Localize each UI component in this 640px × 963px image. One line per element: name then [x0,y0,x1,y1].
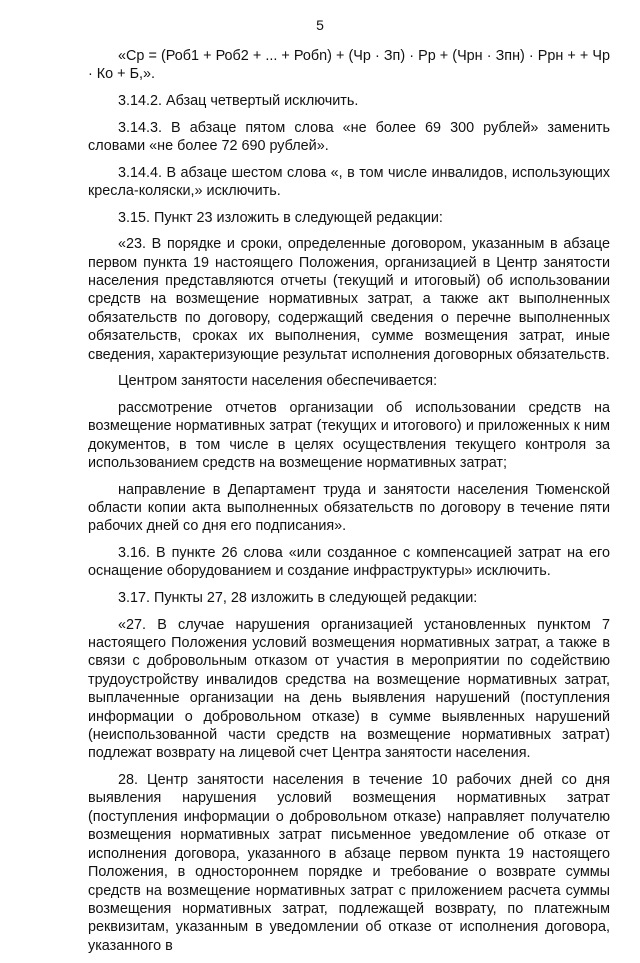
page-number: 5 [316,17,324,33]
paragraph-3-15: 3.15. Пункт 23 изложить в следующей редакции: [118,209,443,226]
document-body [88,47,610,963]
paragraph-reports-review: рассмотрение отчетов организации об использовании средств на возмещение нормативных затрат (текущих и итогового) и приложенных к ним документов, в том числе в целях осуществления текущего контроля за использованием средств на возмещение нормативных затрат; [88,399,610,472]
paragraph-3-17: 3.17. Пункты 27, 28 изложить в следующей редакции: [118,590,478,607]
paragraph-center-provides: Центром занятости населения обеспечивается: [118,373,438,390]
paragraph-point-27: «27. В случае нарушения организацией установленных пунктом 7 настоящего Положения условий возмещения нормативных затрат, а также в связи с добровольным отказом от участия в мероприятии по содействию трудоустройству инвалидов средства на возмещение нормативных затрат, выплаченные организации на день выявления нарушений (поступления информации о добровольном отказе) в сумме выявленных нарушений (неиспользованной части средств на возмещение нормативных затрат) подлежат возврату на лицевой счет Центра занятости населения. [88,616,610,762]
formula-paragraph: «Ср = (Роб1 + Роб2 + ... + Робn) + (Чр · Зп) · Рр + (Чрн · Зпн) · Ррн + + Чр · Ко + Б,». [88,48,610,83]
paragraph-3-16: 3.16. В пункте 26 слова «или созданное с компенсацией затрат на его оснащение оборудованием и создание инфраструктуры» исключить. [88,545,610,580]
paragraph-3-14-4: 3.14.4. В абзаце шестом слова «, в том числе инвалидов, использующих кресла-коляски,» исключить. [88,164,610,199]
paragraph-act-direction: направление в Департамент труда и занятости населения Тюменской области копии акта выполненных обязательств по договору в течение пяти рабочих дней со дня его подписания». [88,481,610,535]
paragraph-3-14-2: 3.14.2. Абзац четвертый исключить. [118,93,359,109]
paragraph-point-23: «23. В порядке и сроки, определенные договором, указанным в абзаце первом пункта 19 настоящего Положения, организацией в Центр занятости населения представляются отчеты (текущий и итоговый) об использовании средств на возмещение нормативных затрат, а также акт выполненных обязательств по договору, содержащий сведения о перечне выполненных обязательств, сроках их выполнения, сумме возмещения затрат, иные сведения, характеризующие результат исполнения договорных обязательств. [88,236,610,363]
paragraph-point-28: 28. Центр занятости населения в течение 10 рабочих дней со дня выявления нарушения условий возмещения нормативных затрат (поступления информации о добровольном отказе) направляет получателю возмещения нормативных затрат письменное уведомление об отказе от исполнения договора, указанного в абзаце первом пункта 19 настоящего Положения, в одностороннем порядке и требование о возврате суммы средств на возмещение нормативных затрат с приложением расчета суммы возмещения нормативных затрат, подлежащей возврату, по платежным реквизитам, указанным в уведомлении об отказе от исполнения договора, указанного в [88,772,610,954]
paragraph-3-14-3: 3.14.3. В абзаце пятом слова «не более 69 300 рублей» заменить словами «не более 72 690 рублей». [88,119,610,154]
